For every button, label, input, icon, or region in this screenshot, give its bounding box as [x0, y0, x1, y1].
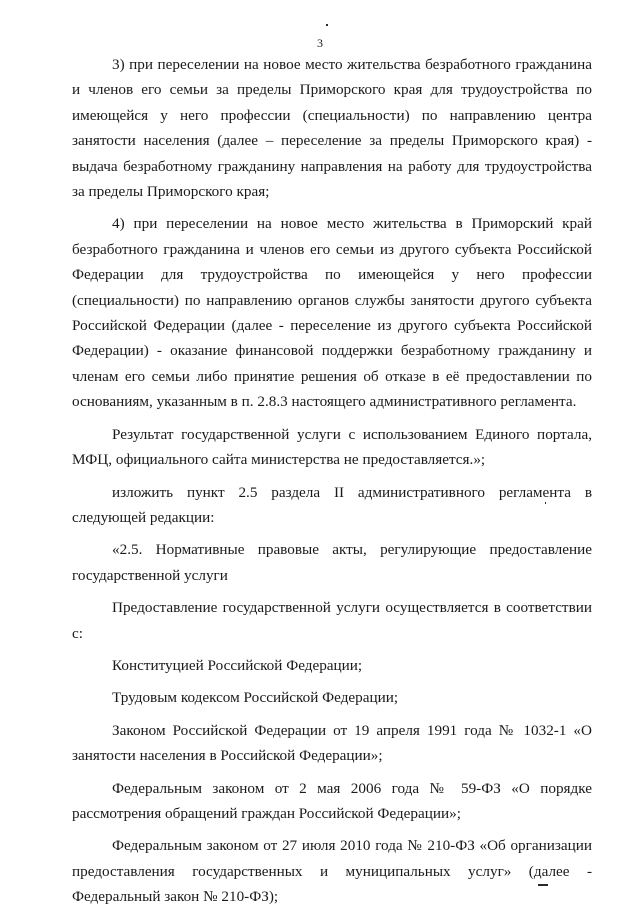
document-body [72, 52, 592, 910]
paragraph-amend-instruction: изложить пункт 2.5 раздела II административного регламента в следующей редакции: [72, 483, 592, 526]
paragraph-law-59-fz: Федеральным законом от 2 мая 2006 года № 59-ФЗ «О порядке рассмотрения обращений граждан Российской Федерации»; [72, 779, 592, 822]
paragraph-employment-law: Законом Российской Федерации от 19 апреля 1991 года № 1032-1 «О занятости населения в Российской Федерации»; [72, 721, 592, 765]
paragraph-constitution: Конституцией Российской Федерации; [112, 656, 363, 674]
paragraph-labor-code: Трудовым кодексом Российской Федерации; [112, 689, 399, 707]
page-number: 3 [317, 36, 323, 50]
paragraph-item-3: 3) при переселении на новое место жительства безработного гражданина и членов его семьи за пределы Приморского края для трудоустройства по имеющейся у него профессии (специальности) по направлению центра занятости населения (далее – переселение за пределы Приморского края) - выдача безработному гражданину направления на работу для трудоустройства за пределы Приморского края; [72, 56, 592, 201]
scan-speck [545, 502, 546, 504]
paragraph-result: Результат государственной услуги с использованием Единого портала, МФЦ, официального сайта министерства не предоставляется.»; [72, 425, 592, 469]
scan-speck [326, 24, 328, 26]
paragraph-item-4: 4) при переселении на новое место жительства в Приморский край безработного гражданина и членов его семьи из другого субъекта Российской Федерации для трудоустройства по имеющейся у него профессии (специальности) по направлению органов службы занятости другого субъекта Российской Федерации (далее - переселение из другого субъекта Российской Федерации) - оказание финансовой поддержки безработному гражданину и членам его семьи либо принятие решения об отказе в её предоставлении по основаниям, указанным в п. 2.8.3 настоящего административного регламента. [72, 215, 592, 411]
paragraph-provision-basis: Предоставление государственной услуги осуществляется в соответствии с: [72, 599, 592, 642]
scan-mark [538, 884, 548, 886]
paragraph-section-2-5-heading: «2.5. Нормативные правовые акты, регулирующие предоставление государственной услуги [72, 541, 592, 584]
paragraph-law-210-fz: Федеральным законом от 27 июля 2010 года № 210-ФЗ «Об организации предоставления государственных и муниципальных услуг» (далее - Федеральный закон № 210-ФЗ); [72, 837, 592, 906]
